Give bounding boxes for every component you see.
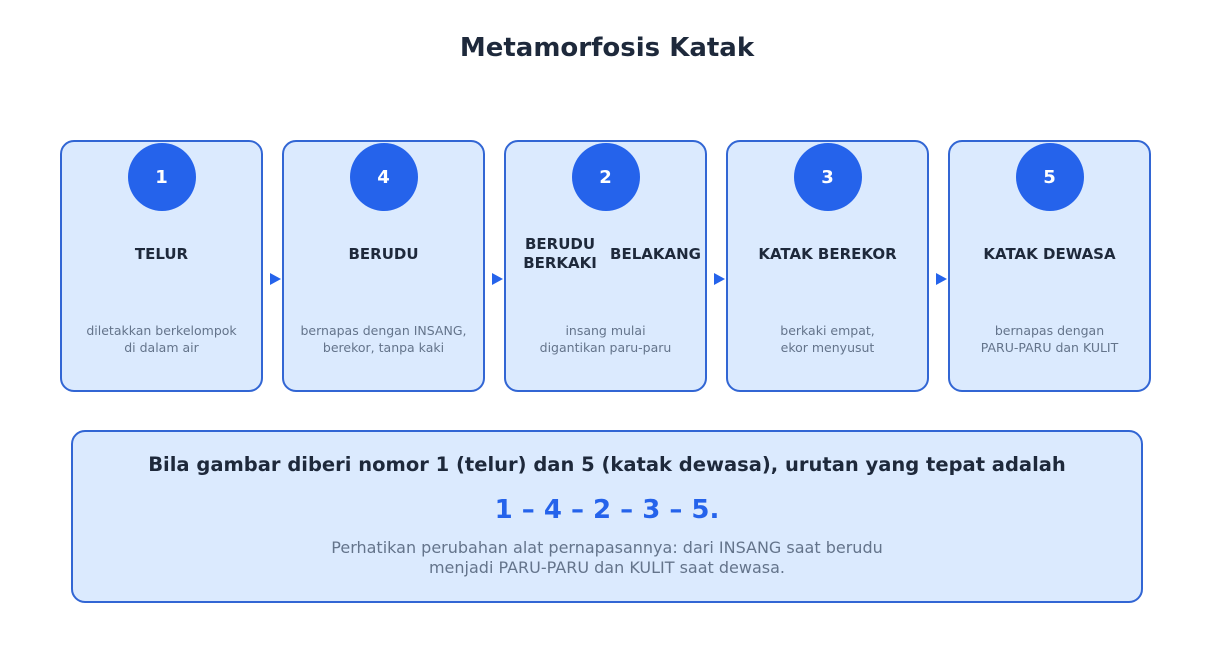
flow-arrow-icon [270, 273, 281, 285]
stage-title-line: BERUDU [348, 244, 419, 263]
stage-description [510, 322, 701, 356]
stage-description [732, 322, 923, 356]
explanation-line: Perhatikan perubahan alat pernapasannya: dari INSANG saat berudu [331, 538, 883, 557]
stage-card-2 [282, 140, 485, 392]
flow-arrow-icon [492, 273, 503, 285]
stage-number-badge: 3 [794, 143, 862, 211]
stage-card-3 [504, 140, 707, 392]
stage-title-line: KATAK BEREKOR [758, 244, 897, 263]
stage-title-line: BERUDU BERKAKI [523, 235, 597, 272]
stage-description-line: PARU-PARU dan KULIT [980, 340, 1119, 355]
stage-title [510, 234, 701, 274]
stage-number-badge: 5 [1016, 143, 1084, 211]
stage-number-badge: 4 [350, 143, 418, 211]
answer-box [71, 430, 1143, 603]
stage-card-5 [948, 140, 1151, 392]
diagram-title: Metamorfosis Katak [459, 33, 755, 63]
stage-description [288, 322, 479, 356]
explanation-text [73, 538, 1141, 578]
stage-description-line: di dalam air [124, 340, 199, 355]
flow-arrow-icon [936, 273, 947, 285]
explanation-line: menjadi PARU-PARU dan KULIT saat dewasa. [428, 558, 786, 577]
stage-title-line: TELUR [134, 244, 189, 263]
stage-number-badge: 2 [572, 143, 640, 211]
stage-title [732, 234, 923, 274]
stage-description-line: bernapas dengan INSANG, [300, 323, 467, 338]
answer-sequence: 1 – 4 – 2 – 3 – 5. [494, 495, 720, 525]
stage-description [954, 322, 1145, 356]
stage-description-line: berkaki empat, [780, 323, 875, 338]
stage-title [66, 234, 257, 274]
stage-description [66, 322, 257, 356]
stage-card-4 [726, 140, 929, 392]
stage-number-badge: 1 [128, 143, 196, 211]
stage-description-line: insang mulai [565, 323, 646, 338]
stage-description-line: diletakkan berkelompok [86, 323, 237, 338]
flow-arrow-icon [714, 273, 725, 285]
stage-description-line: ekor menyusut [780, 340, 875, 355]
stage-title [288, 234, 479, 274]
stage-title-line: BELAKANG [610, 244, 701, 263]
stage-title-line: KATAK DEWASA [983, 244, 1116, 263]
stage-description-line: berekor, tanpa kaki [322, 340, 445, 355]
stage-title [954, 234, 1145, 274]
stage-description-line: digantikan paru-paru [539, 340, 672, 355]
question-text: Bila gambar diberi nomor 1 (telur) dan 5 (katak dewasa), urutan yang tepat adalah [148, 453, 1066, 476]
stage-description-line: bernapas dengan [994, 323, 1105, 338]
stage-card-1 [60, 140, 263, 392]
